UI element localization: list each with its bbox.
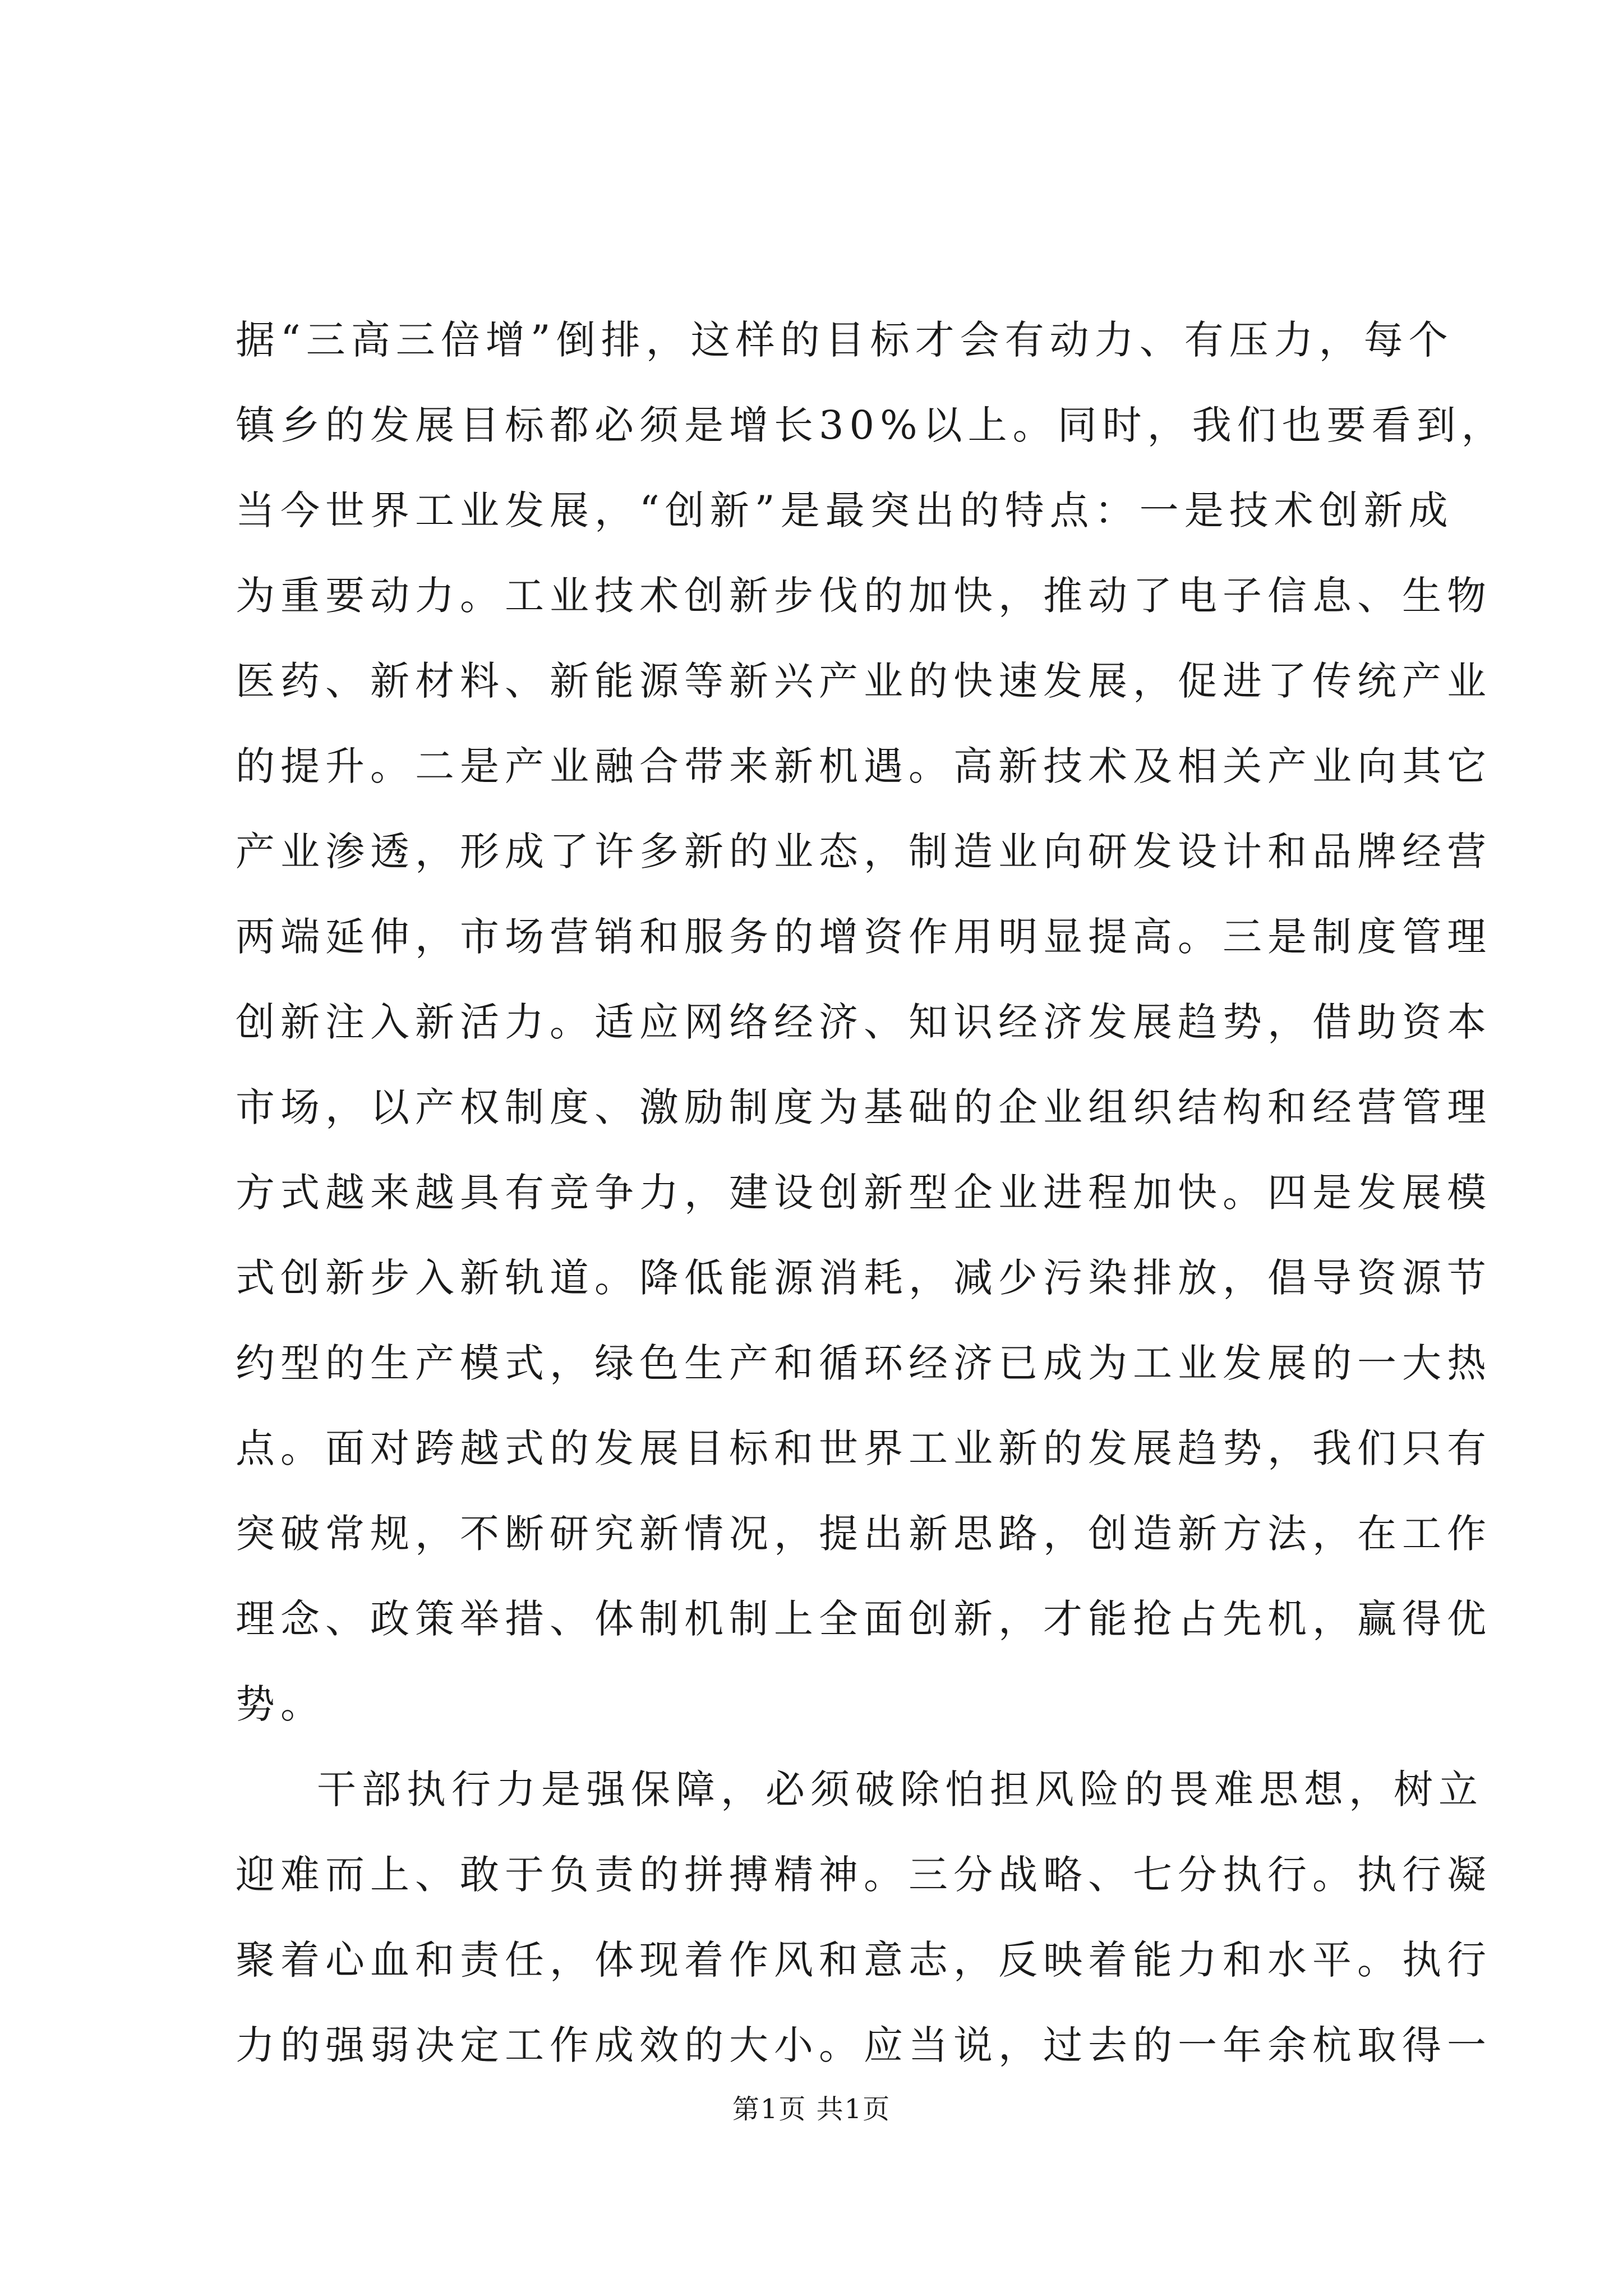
text-line-8: 两端延伸，市场营销和服务的增资作用明显提高。三是制度管理	[236, 914, 1492, 960]
text-line-11: 方式越来越具有竞争力，建设创新型企业进程加快。四是发展模	[236, 1170, 1492, 1216]
text-line-2: 镇乡的发展目标都必须是增长30%以上。同时，我们也要看到，	[236, 402, 1506, 448]
text-line-1: 据“三高三倍增”倒排，这样的目标才会有动力、有压力，每个	[236, 317, 1454, 363]
text-line-19: 迎难而上、敢于负责的拼搏精神。三分战略、七分执行。执行凝	[236, 1852, 1492, 1898]
text-line-12: 式创新步入新轨道。降低能源消耗，减少污染排放，倡导资源节	[236, 1255, 1492, 1301]
text-line-4: 为重要动力。工业技术创新步伐的加快，推动了电子信息、生物	[236, 573, 1492, 619]
document-body	[236, 297, 1506, 2088]
text-line-13: 约型的生产模式，绿色生产和循环经济已成为工业发展的一大热	[236, 1340, 1492, 1386]
text-line-14: 点。面对跨越式的发展目标和世界工业新的发展趋势，我们只有	[236, 1425, 1492, 1471]
text-line-21: 力的强弱决定工作成效的大小。应当说，过去的一年余杭取得一	[236, 2022, 1492, 2068]
text-line-18: 干部执行力是强保障，必须破除怕担风险的畏难思想，树立	[317, 1766, 1483, 1812]
text-line-3: 当今世界工业发展，“创新”是最突出的特点：一是技术创新成	[236, 487, 1454, 533]
page-footer: 第1页 共1页	[732, 2093, 891, 2125]
text-line-20: 聚着心血和责任，体现着作风和意志，反映着能力和水平。执行	[236, 1937, 1492, 1983]
text-line-15: 突破常规，不断研究新情况，提出新思路，创造新方法，在工作	[236, 1511, 1492, 1557]
text-line-9: 创新注入新活力。适应网络经济、知识经济发展趋势，借助资本	[236, 999, 1492, 1045]
text-line-10: 市场，以产权制度、激励制度为基础的企业组织结构和经营管理	[236, 1084, 1492, 1130]
text-line-5: 医药、新材料、新能源等新兴产业的快速发展，促进了传统产业	[236, 658, 1492, 704]
text-line-17: 势。	[236, 1681, 325, 1727]
text-line-7: 产业渗透，形成了许多新的业态，制造业向研发设计和品牌经营	[236, 829, 1492, 875]
text-line-6: 的提升。二是产业融合带来新机遇。高新技术及相关产业向其它	[236, 743, 1492, 789]
text-line-16: 理念、政策举措、体制机制上全面创新，才能抢占先机，赢得优	[236, 1596, 1492, 1642]
